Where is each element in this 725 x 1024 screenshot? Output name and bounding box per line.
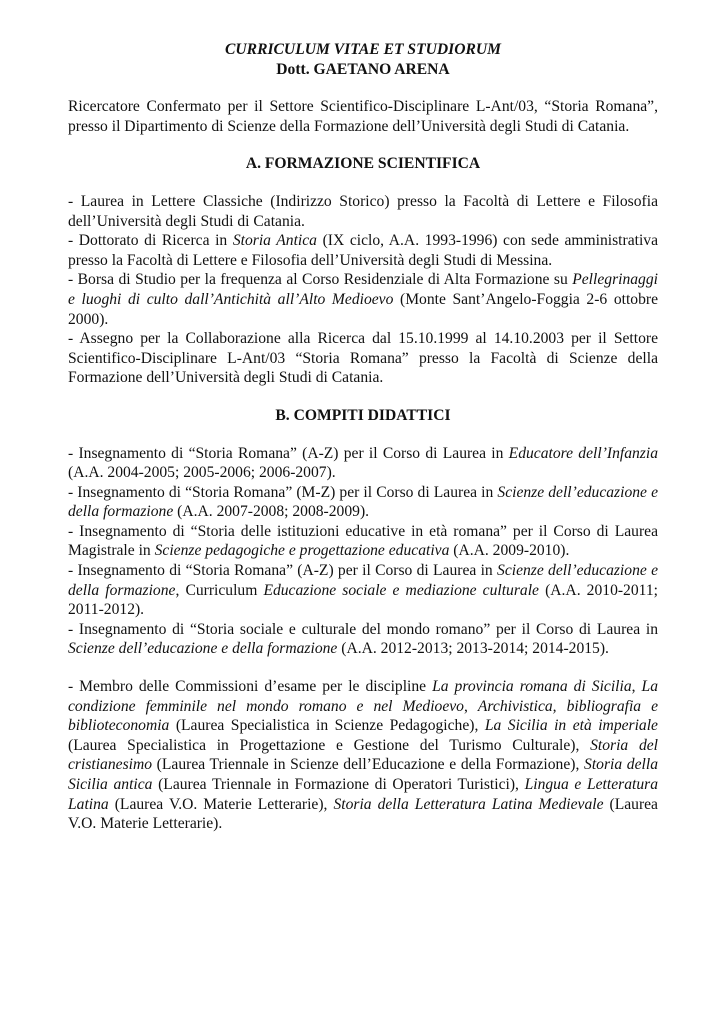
text-segment: (Monte Sant’Angelo-Foggia 2-6 ottobre 2000). — [68, 290, 658, 328]
italic-text-segment: Storia Antica — [232, 232, 317, 250]
text-segment: (A.A. 2007-2008; 2008-2009). — [173, 503, 370, 521]
italic-text-segment: Scienze dell’educazione e della formazione — [68, 562, 658, 599]
italic-text-segment: La Sicilia in età imperiale — [484, 717, 658, 735]
text-segment: (Laurea Triennale in Formazione di Operatori Turistici), — [152, 776, 525, 793]
text-segment: - Dottorato di Ricerca in — [68, 232, 233, 250]
text-segment: - Insegnamento di “Storia sociale e culturale del mondo romano” per il Corso di Laurea in — [68, 620, 658, 638]
text-segment: - Borsa di Studio per la frequenza al Corso Residenziale di Alta Formazione su — [68, 271, 573, 289]
section-b-heading: B. COMPITI DIDATTICI — [275, 406, 451, 424]
text-segment: (A.A. 2012-2013; 2013-2014; 2014-2015). — [337, 640, 609, 658]
section-a-item — [68, 192, 658, 231]
italic-text-segment: Storia del cristianesimo — [68, 736, 658, 774]
text-segment: , — [631, 678, 642, 696]
section-a-item — [68, 231, 658, 270]
document-subtitle: Dott. GAETANO ARENA — [276, 60, 450, 78]
document-page — [68, 40, 658, 834]
italic-text-segment: Archivistica, bibliografia e biblioteconomia — [68, 697, 659, 735]
text-segment: - Membro delle Commissioni d’esame per le discipline — [68, 678, 433, 696]
section-b-item — [68, 483, 658, 522]
text-segment: (Laurea Triennale in Scienze dell’Educazione e della Formazione), — [152, 756, 585, 774]
italic-text-segment: Educazione sociale e mediazione culturale — [263, 581, 539, 599]
section-b-item — [68, 444, 658, 483]
text-segment: - Assegno per la Collaborazione alla Ricerca dal 15.10.1999 al 14.10.2003 per il Settore Scientifico-Disciplinare L-Ant/03 “Storia Romana” presso la Facoltà di Scienze della Formazione dell’Università degli Studi di Catania. — [68, 330, 658, 387]
section-a-item — [68, 329, 658, 388]
intro-paragraph: Ricercatore Confermato per il Settore Scientifico-Disciplinare L-Ant/03, “Storia Romana”, presso il Dipartimento di Scienze della Formazione dell’Università degli Studi di Catania. — [68, 98, 658, 135]
text-segment: (A.A. 2009-2010). — [449, 542, 570, 560]
text-segment: - Insegnamento di “Storia Romana” (A-Z) per il Corso di Laurea in — [68, 444, 509, 462]
text-segment: (Laurea V.O. Materie Letterarie). — [68, 795, 658, 833]
text-segment: (IX ciclo, A.A. 1993-1996) con sede amministrativa presso la Facoltà di Lettere e Filosofia dell’Università degli Studi di Messina. — [68, 232, 659, 269]
italic-text-segment: La condizione femminile nel mondo romano e nel Medioevo — [68, 678, 658, 715]
commissions-paragraph — [68, 677, 658, 834]
italic-text-segment: Storia della Letteratura Latina Medievale — [333, 795, 604, 813]
text-segment: - Laurea in Lettere Classiche (Indirizzo Storico) presso la Facoltà di Lettere e Filosofia dell’Università degli Studi di Catania. — [68, 192, 658, 230]
section-b-item — [68, 561, 658, 620]
text-segment: (Laurea Specialistica in Scienze Pedagogiche), — [169, 717, 485, 735]
italic-text-segment: La provincia romana di Sicilia — [432, 678, 632, 696]
text-segment: (Laurea Specialistica in Progettazione e Gestione del Turismo Culturale), — [68, 736, 591, 754]
section-b-item — [68, 620, 658, 659]
text-segment: , — [463, 697, 478, 715]
italic-text-segment: Educatore dell’Infanzia — [508, 444, 658, 462]
italic-text-segment: Scienze dell’educazione e della formazione — [68, 483, 658, 521]
section-a-item — [68, 270, 658, 329]
document-title: CURRICULUM VITAE ET STUDIORUM — [225, 41, 501, 58]
italic-text-segment: Storia della Sicilia antica — [68, 756, 658, 793]
section-a-list — [68, 192, 658, 388]
paragraph-gap — [68, 659, 658, 677]
italic-text-segment: Scienze dell’educazione e della formazione — [68, 640, 338, 658]
text-segment: (A.A. 2010-2011; 2011-2012). — [68, 581, 659, 619]
italic-text-segment: Scienze pedagogiche e progettazione educativa — [154, 542, 450, 560]
text-segment: (A.A. 2004-2005; 2005-2006; 2006-2007). — [68, 464, 336, 482]
italic-text-segment: Lingua e Letteratura Latina — [68, 776, 658, 813]
text-segment: , Curriculum — [175, 581, 264, 599]
italic-text-segment: Pellegrinaggi e luoghi di culto dall’Antichità all’Alto Medioevo — [68, 271, 658, 308]
text-segment: - Insegnamento di “Storia Romana” (A-Z) per il Corso di Laurea in — [68, 562, 498, 580]
text-segment: (Laurea V.O. Materie Letterarie), — [108, 795, 334, 813]
section-b-item — [68, 522, 658, 561]
text-segment: - Insegnamento di “Storia Romana” (M-Z) per il Corso di Laurea in — [68, 483, 498, 501]
section-a-heading: A. FORMAZIONE SCIENTIFICA — [245, 155, 481, 173]
text-segment: - Insegnamento di “Storia delle istituzioni educative in età romana” per il Corso di Laurea Magistrale in — [68, 522, 658, 560]
section-b-list — [68, 444, 658, 660]
